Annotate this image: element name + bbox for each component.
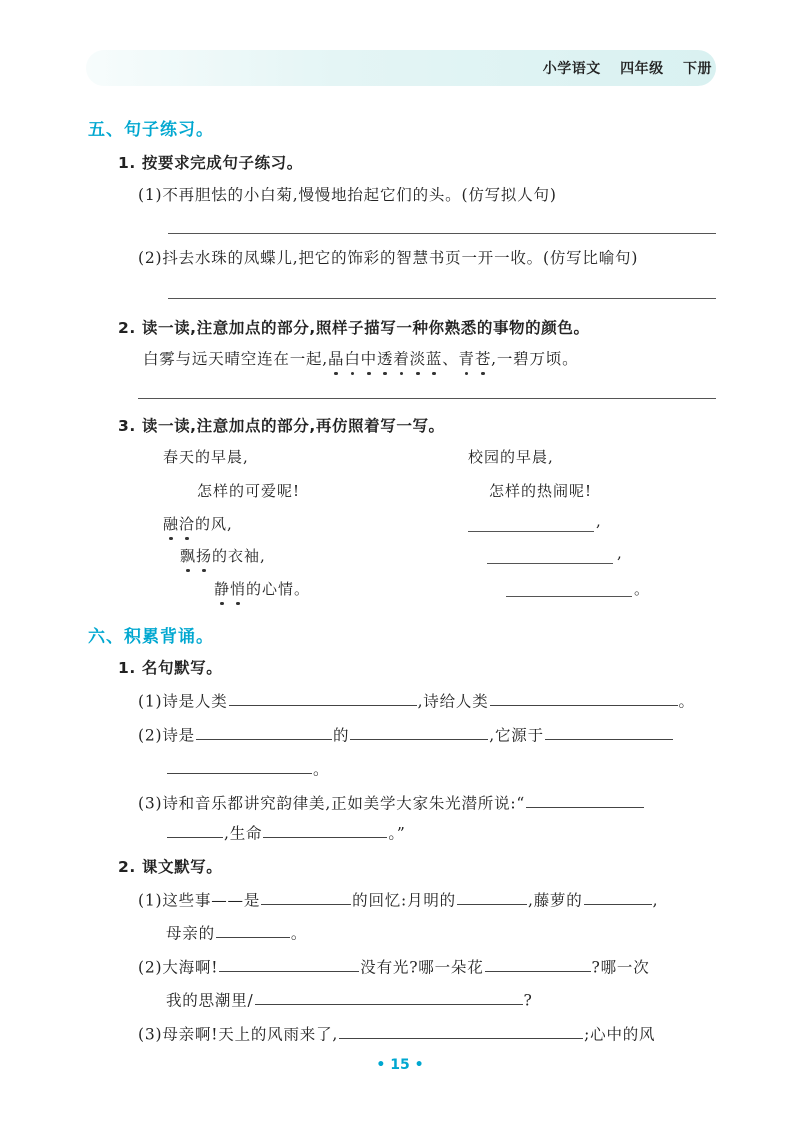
poem-left-line5 (214, 578, 310, 599)
s6-q2-i1-a: (1)这些事——是 (138, 891, 261, 910)
s6-q1-title: 1. 名句默写。 (118, 659, 223, 677)
blank[interactable] (490, 689, 678, 706)
s6-q1-i3-b: ,生命 (224, 824, 263, 843)
s5-q2-sep: 、 (442, 350, 459, 368)
header-text (529, 58, 712, 78)
s5-q3-title: 3. 读一读,注意加点的部分,再仿照着写一写。 (118, 417, 445, 435)
poem-left-line2: 怎样的可爱呢! (197, 482, 301, 500)
blank[interactable] (255, 988, 523, 1005)
poem-right-end5: 。 (634, 580, 651, 598)
poem-right-blank3[interactable] (468, 531, 594, 532)
s5-q2-pre: 白雾与远天晴空连在一起, (143, 350, 329, 368)
emphasis-char: 白 (344, 347, 360, 369)
s6-q1-i3-a: (3)诗和音乐都讲究韵律美,正如美学大家朱光潜所说:“ (138, 794, 526, 813)
blank[interactable] (350, 723, 488, 740)
blank[interactable] (584, 888, 652, 905)
s6-q1-item2-cont (166, 757, 329, 779)
s5-q1-title: 1. 按要求完成句子练习。 (118, 154, 303, 172)
blank[interactable] (219, 955, 359, 972)
blank[interactable] (545, 723, 673, 740)
emphasis-char: 蓝 (426, 347, 442, 369)
emphasis-char: 青 (459, 347, 475, 369)
header-subject: 小学语文 (542, 61, 601, 77)
header-grade: 四年级 (620, 61, 664, 77)
blank[interactable] (485, 955, 591, 972)
blank[interactable] (196, 723, 332, 740)
s6-q1-i2-b: 的 (332, 726, 350, 745)
s6-q2-i2-a: (2)大海啊! (138, 958, 219, 977)
s6-q1-item1 (138, 689, 695, 711)
header-volume: 下册 (683, 61, 712, 77)
page-number: • 15 • (376, 1057, 424, 1073)
poem-right-line2: 怎样的热闹呢! (489, 482, 593, 500)
s6-q1-i2-d: 。 (313, 760, 330, 779)
blank[interactable] (229, 689, 417, 706)
s6-q2-item2 (138, 955, 650, 977)
s6-q1-i2-c: ,它源于 (489, 726, 544, 745)
s5-q2-answer-line[interactable] (138, 398, 716, 399)
s6-q2-item1 (138, 888, 658, 910)
s5-q2-dotted1 (328, 350, 442, 368)
emphasis-char: 静 (214, 580, 231, 598)
blank[interactable] (263, 821, 387, 838)
s6-q2-i2-d: 我的思潮里/ (166, 991, 254, 1010)
s6-q2-i1-c: ,藤萝的 (527, 891, 583, 910)
poem-left-line4-dotted (180, 547, 212, 565)
s6-q1-item2 (138, 723, 674, 745)
s6-q2-i3-b: ;心中的风 (584, 1025, 656, 1044)
blank[interactable] (526, 791, 644, 808)
poem-left-line3-dotted (163, 515, 195, 533)
s5-q2-title: 2. 读一读,注意加点的部分,照样子描写一种你熟悉的事物的颜色。 (118, 319, 590, 337)
poem-left-line4-post: 的衣袖, (212, 547, 266, 565)
blank[interactable] (261, 888, 351, 905)
s5-q2-dotted2 (459, 350, 492, 368)
s5-q2-post: ,一碧万顷。 (491, 350, 579, 368)
poem-right-line1: 校园的早晨, (468, 448, 554, 466)
poem-left-line5-dotted (214, 580, 246, 598)
s6-q1-i1-a: (1)诗是人类 (138, 692, 228, 711)
s6-q2-i2-c: ?哪一次 (591, 958, 650, 977)
s6-q2-i3-a: (3)母亲啊!天上的风雨来了, (138, 1025, 339, 1044)
emphasis-char: 苍 (475, 347, 491, 369)
blank[interactable] (339, 1022, 583, 1039)
s6-q1-item3 (138, 791, 645, 813)
poem-left-line3 (163, 513, 233, 534)
poem-right-end3: , (596, 512, 602, 530)
blank[interactable] (457, 888, 527, 905)
s6-q2-i1-e: 母亲的 (166, 924, 215, 943)
s6-q2-item3 (138, 1022, 655, 1044)
s6-q2-i1-b: 的回忆:月明的 (352, 891, 456, 910)
s6-q2-i2-e: ? (523, 991, 533, 1010)
section5-title: 五、句子练习。 (88, 120, 214, 140)
s5-q1-answer-line1[interactable] (168, 233, 716, 234)
poem-left-line4 (180, 545, 266, 566)
emphasis-char: 中 (361, 347, 377, 369)
emphasis-char: 飘 (180, 547, 197, 565)
emphasis-char: 悄 (230, 580, 247, 598)
s6-q2-item1-cont (166, 921, 307, 943)
s6-q1-i1-c: 。 (678, 692, 695, 711)
s6-q2-i1-d: , (652, 891, 659, 910)
poem-right-blank4[interactable] (487, 563, 613, 564)
s5-q2-sentence (143, 347, 578, 369)
emphasis-char: 淡 (410, 347, 426, 369)
s5-q1-item2: (2)抖去水珠的凤蝶儿,把它的饰彩的智慧书页一开一收。(仿写比喻句) (138, 249, 639, 267)
emphasis-char: 融 (163, 515, 180, 533)
poem-right-end4: , (617, 544, 623, 562)
s5-q1-answer-line2[interactable] (168, 298, 716, 299)
s6-q1-item3-cont (166, 821, 406, 843)
section6-title: 六、积累背诵。 (88, 627, 214, 647)
poem-left-line5-post: 的心情。 (246, 580, 311, 598)
s6-q2-title: 2. 课文默写。 (118, 858, 223, 876)
emphasis-char: 晶 (328, 347, 344, 369)
s6-q1-i3-c: 。” (388, 824, 406, 843)
s5-q1-item1: (1)不再胆怯的小白菊,慢慢地抬起它们的头。(仿写拟人句) (138, 186, 557, 204)
poem-left-line3-post: 的风, (195, 515, 233, 533)
emphasis-char: 洽 (179, 515, 196, 533)
s6-q2-i1-f: 。 (290, 924, 308, 943)
blank[interactable] (167, 757, 312, 774)
poem-right-blank5[interactable] (506, 596, 632, 597)
poem-left-line1: 春天的早晨, (163, 448, 249, 466)
emphasis-char: 透 (377, 347, 393, 369)
emphasis-char: 着 (393, 347, 409, 369)
s6-q1-i1-b: ,诗给人类 (417, 692, 489, 711)
blank[interactable] (216, 921, 290, 938)
s6-q2-i2-b: 没有光?哪一朵花 (360, 958, 484, 977)
emphasis-char: 扬 (196, 547, 213, 565)
blank[interactable] (167, 821, 223, 838)
s6-q2-item2-cont (166, 988, 533, 1010)
s6-q1-i2-a: (2)诗是 (138, 726, 195, 745)
